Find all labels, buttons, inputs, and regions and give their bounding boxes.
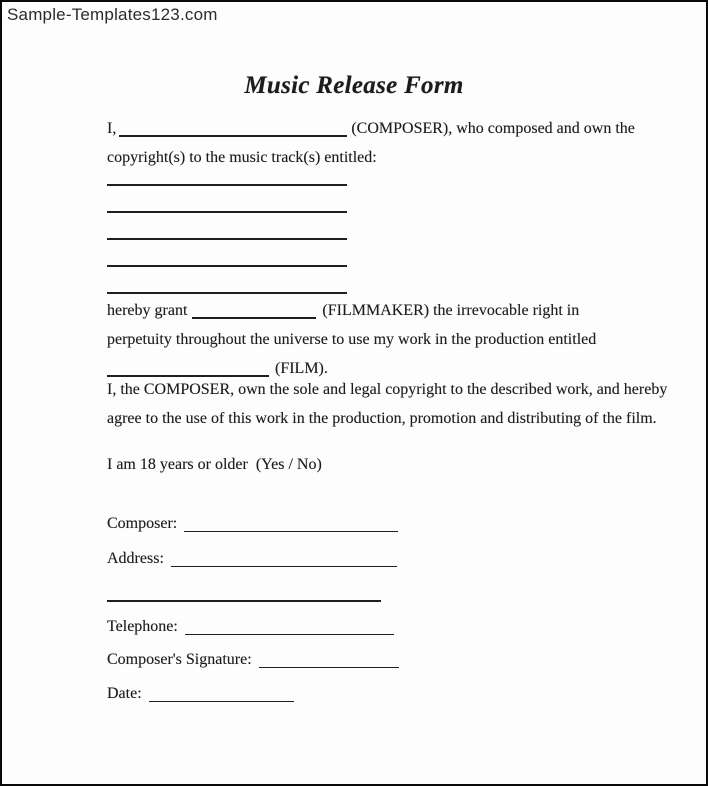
track-title-blank-3[interactable] bbox=[107, 213, 347, 240]
telephone-label: Telephone: bbox=[107, 618, 178, 635]
track-title-blank-1[interactable] bbox=[107, 159, 347, 186]
grant-paragraph bbox=[107, 296, 667, 383]
age-statement: I am 18 years or older (Yes / No) bbox=[107, 456, 322, 473]
address-field-row bbox=[107, 549, 397, 569]
telephone-field-row bbox=[107, 617, 394, 637]
copyright-line2: agree to the use of this work in the production, promotion and distributing of the film. bbox=[107, 410, 657, 427]
address-label: Address: bbox=[107, 550, 164, 567]
composer-field-row bbox=[107, 514, 398, 534]
track-title-blank-5[interactable] bbox=[107, 267, 347, 294]
composer-name-blank[interactable] bbox=[119, 123, 347, 137]
telephone-field-blank[interactable] bbox=[185, 621, 394, 635]
copyright-line1: I, the COMPOSER, own the sole and legal copyright to the described work, and hereby bbox=[107, 381, 668, 398]
intro-suffix: (COMPOSER), who composed and own the bbox=[351, 120, 635, 137]
track-title-blank-4[interactable] bbox=[107, 240, 347, 267]
signature-field-row bbox=[107, 650, 399, 670]
address-field-blank[interactable] bbox=[171, 553, 397, 567]
composer-field-blank[interactable] bbox=[184, 518, 398, 532]
intro-line2: copyright(s) to the music track(s) entitled: bbox=[107, 149, 377, 166]
composer-label: Composer: bbox=[107, 515, 178, 532]
grant-prefix: hereby grant bbox=[107, 302, 188, 319]
track-title-lines bbox=[107, 159, 347, 294]
date-label: Date: bbox=[107, 685, 142, 702]
film-suffix: (FILM). bbox=[275, 360, 328, 377]
date-field-row bbox=[107, 684, 294, 704]
signature-field-blank[interactable] bbox=[259, 654, 399, 668]
grant-suffix: (FILMMAKER) the irrevocable right in bbox=[322, 302, 580, 319]
address-continuation-blank[interactable] bbox=[107, 586, 381, 602]
watermark: Sample-Templates123.com bbox=[7, 5, 218, 24]
grant-line2: perpetuity throughout the universe to use my work in the production entitled bbox=[107, 331, 597, 348]
intro-prefix: I, bbox=[107, 120, 117, 137]
filmmaker-name-blank[interactable] bbox=[192, 305, 316, 319]
page-title: Music Release Form bbox=[244, 72, 464, 99]
signature-label: Composer's Signature: bbox=[107, 651, 252, 668]
copyright-paragraph bbox=[107, 375, 667, 433]
track-title-blank-2[interactable] bbox=[107, 186, 347, 213]
date-field-blank[interactable] bbox=[149, 688, 294, 702]
